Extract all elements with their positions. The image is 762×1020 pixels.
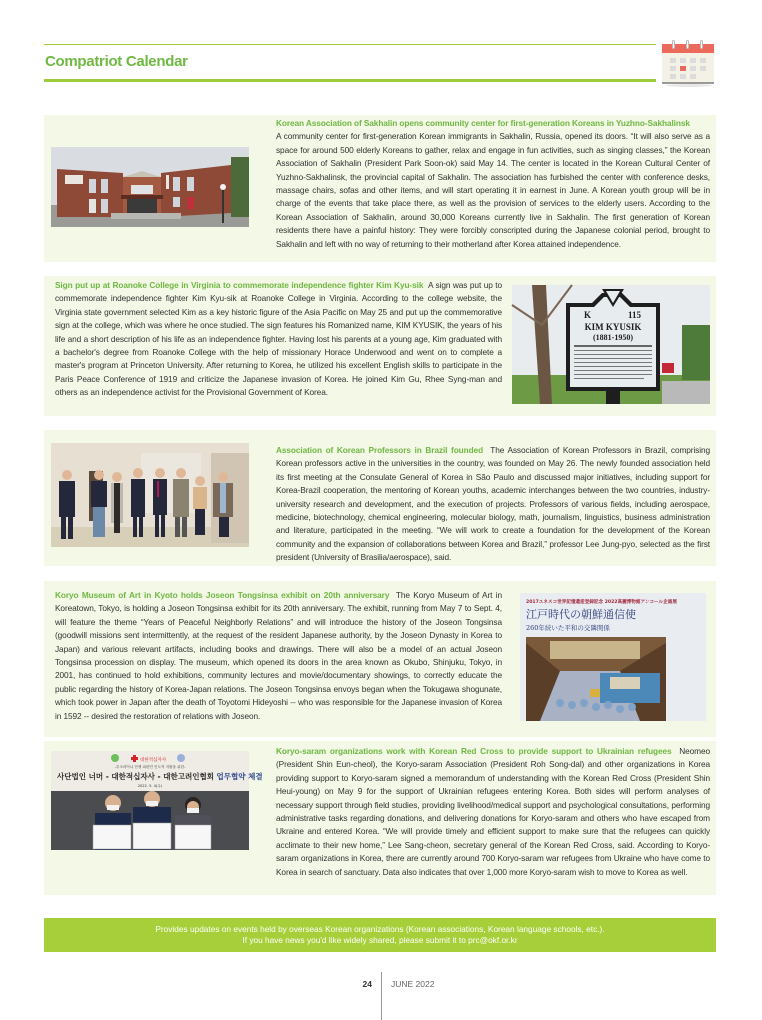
sign-code: K bbox=[584, 310, 592, 320]
article-body: The Koryo Museum of Art in Koreatown, Tokyo, is holding a Joseon Tongsinsa exhibit for its 20th anniversary. The exhibit, running from May 7 to Sept. 4, will feature the theme “Years of Peaceful Neighborly Relations” and will introduce the history of the Joseon Tongsinsa (goodwill missions sent intermittently, at the request of the resident Japanese authority, by the Joseon Dynasty in Korea to Japan) and various relevant artifacts, including books and drawings. There will also be a model of an actual Joseon Tongsinsa procession on display. The museum, which opened its doors in the area known as Okubo, Shinjuku, Tokyo, in 2001, has continued to hold exhibitions, community lectures and movie/documentary showings, to correctly educate the public regarding the history of Korea-Japan relations. The Joseon Tongsinsa envoys began when the Tokugawa shogunate, which took power in Japan after the death of Toyotomi Hideyoshi -- who was responsible for the Japanese invasion of Korea in 1592 -- desired the restoration of relations with Joseon. bbox=[55, 590, 502, 721]
page-folio bbox=[0, 972, 762, 1020]
article-headline: Koryo-saram organizations work with Korean Red Cross to provide support to Ukrainian refugees bbox=[276, 746, 672, 756]
banner-line-2: If you have news you'd like widely shared, please submit it to prc@okf.or.kr bbox=[242, 935, 518, 945]
article-text bbox=[276, 745, 710, 879]
article-headline: Sign put up at Roanoke College in Virginia to commemorate independence fighter Kim Kyu-sik bbox=[55, 280, 424, 290]
folio-divider bbox=[381, 972, 382, 1020]
photo-professors-group bbox=[51, 443, 249, 547]
banner-title: 사단법인 너머 - 대한적십자사 - 대한고려인협회 업무협약 체결 bbox=[57, 772, 263, 781]
poster-top-line: 2017ユネスコ世界記憶遺産登録記念 2022高麗博物館アンコール企画展 bbox=[526, 600, 677, 605]
calendar-icon bbox=[662, 40, 714, 86]
photo-exhibit-poster bbox=[520, 593, 706, 721]
article-text bbox=[55, 279, 502, 400]
header-rule-bottom bbox=[44, 79, 656, 82]
article-roanoke bbox=[44, 276, 716, 416]
sign-years: (1881-1950) bbox=[593, 333, 633, 342]
article-sakhalin bbox=[44, 115, 716, 262]
article-headline: Koryo Museum of Art in Kyoto holds Joseon Tongsinsa exhibit on 20th anniversary bbox=[55, 590, 390, 600]
page-title: Compatriot Calendar bbox=[45, 53, 188, 70]
poster-title: 江戸時代の朝鮮通信使 bbox=[526, 608, 636, 621]
article-koryo-museum bbox=[44, 581, 716, 737]
section-header bbox=[44, 44, 656, 82]
article-headline: Korean Association of Sakhalin opens community center for first-generation Koreans in Yuzhno-Sakhalinsk bbox=[276, 118, 690, 128]
submission-banner bbox=[44, 918, 716, 952]
issue-date: JUNE 2022 bbox=[391, 979, 435, 989]
banner-org: 대한적십자사 bbox=[140, 758, 167, 763]
article-text bbox=[276, 117, 710, 251]
article-body: Neomeo (President Shin Eun-cheol), the Koryo-saram Association (President Roh Song-dal) and other organizations in Korea providing support to Koryo-saram signed a memorandum of understanding with the Korean Red Cross (President Shin Heui-young) on May 9 for the support of Ukrainian refugees entering Korea. Both sides will perform analyses of necessary support through field studies, providing livelihood/medical support and psychological consultations, performing administrative tasks regarding donations, and delivering donations for Koryo-saram and others who have escaped from Ukraine and entered Korea. “We will provide timely and efficient support to make sure that the refugees can quickly acclimate to their new home,” Lee Sang-cheon, secretary general of the Korean Red Cross, said. According to Koryo-saram organizations in Korea, there are currently around 700 Koryo-saram war refugees from Ukraine who have come to Korea in search of sanctuary. Data also indicates that over 1,000 more Koryo-saram wish to move to Korea as well. bbox=[276, 746, 710, 877]
article-body: The Association of Korean Professors in Brazil, comprising Korean professors active in the universities in the country, was founded on May 26. The newly founded association held its first meeting at the Consulate General of Korea in São Paulo and discussed major initiatives, including support for Korea-Brazil cooperation, the mentoring of Korean youths, academic interchanges between the two countries, industry-university research and development, and the execution of projects. Professors of various fields, including aerospace, medicine, biotechnology, chemical engineering, molecular biology, math, journalism, linguistics, business administration and literature, participated in the meeting. “We will work to create a foundation for the development of the Korean community and the expansion of collaborations between Korea and Brazil,” professor Lee Jung-pyo, selected as the first president (University of Brasilia/aerospace), said. bbox=[276, 445, 711, 563]
banner-date: 2022. 5. 4(수) bbox=[137, 784, 163, 788]
banner-line-1: Provides updates on events held by overseas Korean organizations (Korean associations, Korean language schools, etc.). bbox=[155, 924, 605, 934]
photo-community-center bbox=[51, 147, 249, 227]
poster-subtitle: 260年続いた平和の交隣関係 bbox=[526, 624, 610, 632]
sign-number: 115 bbox=[628, 310, 642, 320]
sign-name: KIM KYUSIK bbox=[584, 322, 642, 332]
article-headline: Association of Korean Professors in Brazil founded bbox=[276, 445, 484, 455]
article-body: A sign was put up to commemorate independence fighter Kim Kyu-sik at Roanoke College in Virginia. According to the college website, the Virginia state government selected Kim as a key historic figure of the Asia Pacific on May 25 and put up the commemorative sign at the college, which was where he once studied. The sign features his Romanized name, KIM KYUSIK, the years of his life and a short description of his life as an independence fighter. Having lost his parents at a young age, Kim graduated with a bachelor's degree from Roanoke College with the help of missionary Horace Underwood and went on to complete a master's program at Princeton University. After returning to Korea, he utilized his excellent English skills to participate in the Paris Peace Conference of 1919 and criticize the Japanese invasion of Korea. He joined Kim Gu, Rhee Syng-man and others as an independence activist for the Provisional Government of Korea. bbox=[55, 280, 503, 398]
photo-mou-signing bbox=[51, 751, 263, 850]
article-text bbox=[55, 589, 502, 723]
article-body: A community center for first-generation Korean immigrants in Sakhalin, Russia, opened its doors. “It will also serve as a space for around 500 elderly Koreans to gather, relax and engage in fun activities, such as singing classes,” the Korean Association of Sakhalin (President Park Soon-ok) said May 14. The center is located in the Korean Cultural Center of Yuzhno-Sakhalinsk, the provincial capital of Sakhalin. The association has furbished the center with conference desks, massage chairs, sofas and other items, and will start operating it in earnest in June. A Korean youth group will be in charge of the events that take place there, as well as the provision of services to the elderly users. According to the Korean Association of Sakhalin, around 30,000 Koreans currently live in Sakhalin. The first generation of Korean residents there have a painful history: They were forcibly conscripted during the Japanese colonial period, brought to Sakhalin and left with no way of returning to their motherland after Korea attained independence. bbox=[276, 131, 710, 249]
banner-subtitle: -우크라이나 전쟁 피란민 인도적 지원을 위한- bbox=[114, 765, 186, 769]
article-text bbox=[276, 444, 710, 565]
photo-historical-marker bbox=[512, 285, 710, 404]
page-number: 24 bbox=[362, 979, 372, 989]
article-koryo-saram bbox=[44, 741, 716, 895]
header-rule-top bbox=[44, 44, 656, 45]
article-brazil bbox=[44, 430, 716, 566]
